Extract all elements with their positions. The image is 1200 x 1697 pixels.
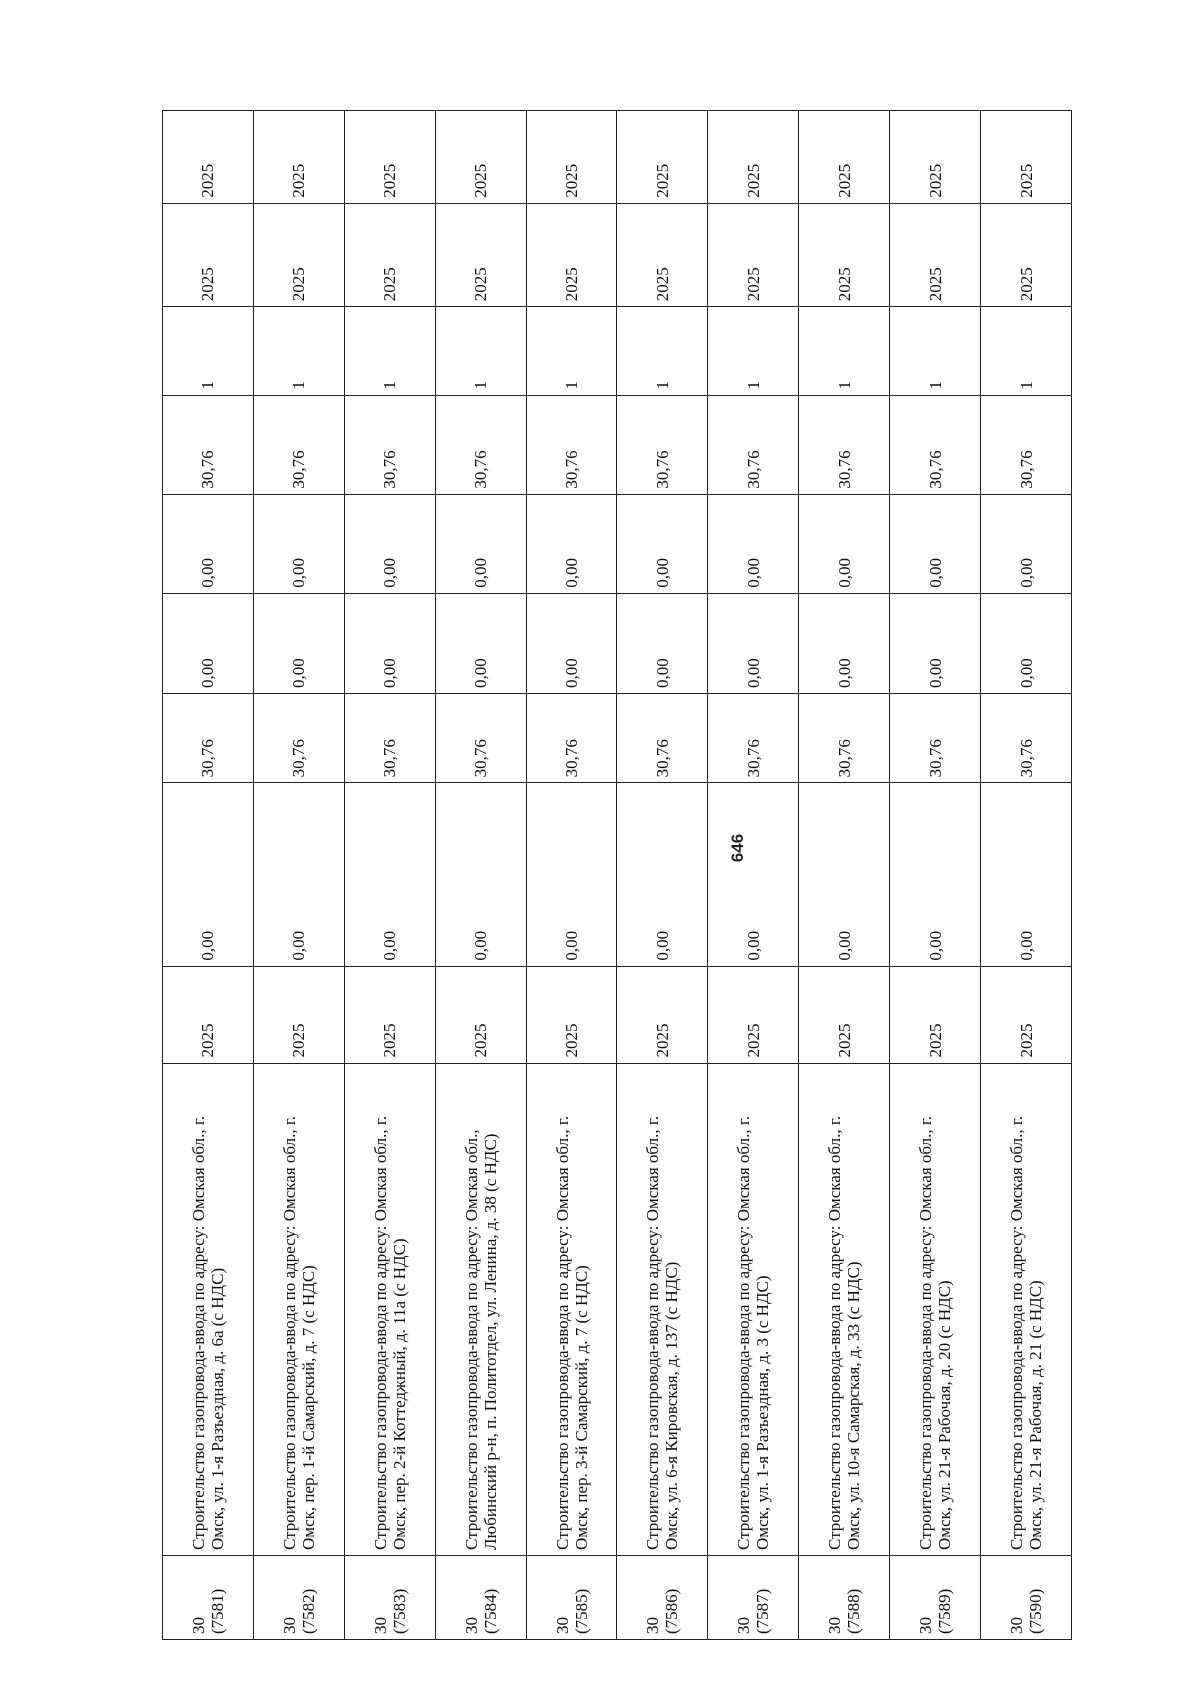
row-code: (7583) xyxy=(389,1588,409,1634)
value-cell: 0,00 xyxy=(253,593,344,693)
value-cell: 30,76 xyxy=(890,395,981,494)
year-cell: 2025 xyxy=(890,203,981,306)
value-cell: 30,76 xyxy=(344,395,435,494)
project-name-cell: Строительство газопровода-ввода по адресу: Омская обл., г. Омск, ул. 6-я Кировская, д. 137 (с НДС) xyxy=(617,1063,708,1555)
row-code: (7582) xyxy=(298,1588,318,1634)
value-cell: 0,00 xyxy=(344,783,435,966)
table-row xyxy=(526,111,617,1640)
project-name-cell: Строительство газопровода-ввода по адресу: Омская обл., г. Омск, пер. 1-й Самарский, д. 7 (с НДС) xyxy=(253,1063,344,1555)
row-code: (7589) xyxy=(935,1588,955,1634)
year-cell: 2025 xyxy=(799,203,890,306)
value-cell: 0,00 xyxy=(163,783,254,966)
year-cell: 2025 xyxy=(163,111,254,204)
value-cell: 0,00 xyxy=(981,494,1072,593)
row-code: (7590) xyxy=(1026,1588,1045,1634)
value-cell: 0,00 xyxy=(708,494,799,593)
year-cell: 2025 xyxy=(708,203,799,306)
value-cell: 0,00 xyxy=(435,593,526,693)
year-cell: 2025 xyxy=(344,203,435,306)
value-cell: 0,00 xyxy=(435,783,526,966)
year-cell: 2025 xyxy=(890,111,981,204)
value-cell: 0,00 xyxy=(526,593,617,693)
year-cell: 2025 xyxy=(981,111,1072,204)
year-cell: 2025 xyxy=(435,203,526,306)
year-start-cell: 2025 xyxy=(708,966,799,1063)
year-cell: 2025 xyxy=(253,111,344,204)
count-cell: 1 xyxy=(617,307,708,395)
row-id: 30 xyxy=(643,1617,663,1634)
year-cell: 2025 xyxy=(344,111,435,204)
value-cell: 30,76 xyxy=(617,395,708,494)
count-cell: 1 xyxy=(708,307,799,395)
year-cell: 2025 xyxy=(799,111,890,204)
value-cell: 30,76 xyxy=(981,693,1072,782)
count-cell: 1 xyxy=(163,307,254,395)
value-cell: 0,00 xyxy=(890,593,981,693)
year-cell: 2025 xyxy=(435,111,526,204)
table-row xyxy=(435,111,526,1640)
row-id: 30 xyxy=(279,1617,299,1634)
value-cell: 0,00 xyxy=(799,593,890,693)
year-cell: 2025 xyxy=(617,203,708,306)
year-start-cell: 2025 xyxy=(617,966,708,1063)
year-cell: 2025 xyxy=(526,203,617,306)
row-code: (7585) xyxy=(571,1588,591,1634)
value-cell: 30,76 xyxy=(344,693,435,782)
row-id: 30 xyxy=(461,1617,481,1634)
project-name-cell: Строительство газопровода-ввода по адресу: Омская обл., г. Омск, пер. 3-й Самарский, д. 7 (с НДС) xyxy=(526,1063,617,1555)
value-cell: 30,76 xyxy=(253,693,344,782)
value-cell: 0,00 xyxy=(435,494,526,593)
year-start-cell: 2025 xyxy=(799,966,890,1063)
row-code: (7586) xyxy=(662,1588,682,1634)
value-cell: 0,00 xyxy=(253,783,344,966)
row-number-cell xyxy=(526,1555,617,1639)
table-row xyxy=(163,111,254,1640)
year-cell: 2025 xyxy=(708,111,799,204)
value-cell: 0,00 xyxy=(617,783,708,966)
value-cell: 0,00 xyxy=(253,494,344,593)
value-cell: 30,76 xyxy=(708,395,799,494)
year-start-cell: 2025 xyxy=(163,966,254,1063)
row-number-cell xyxy=(617,1555,708,1639)
project-name-cell: Строительство газопровода-ввода по адресу: Омская обл., Любинский р-н, п. Политотдел, ул. Ленина, д. 38 (с НДС) xyxy=(435,1063,526,1555)
value-cell: 0,00 xyxy=(799,783,890,966)
value-cell: 30,76 xyxy=(435,693,526,782)
year-start-cell: 2025 xyxy=(344,966,435,1063)
project-table xyxy=(162,110,1072,1640)
value-cell: 30,76 xyxy=(526,693,617,782)
value-cell: 0,00 xyxy=(526,783,617,966)
value-cell: 30,76 xyxy=(890,693,981,782)
project-name-cell: Строительство газопровода-ввода по адресу: Омская обл., г. Омск, ул. 21-я Рабочая, д. 20 (с НДС) xyxy=(890,1063,981,1555)
row-number-cell xyxy=(435,1555,526,1639)
value-cell: 0,00 xyxy=(617,494,708,593)
value-cell: 30,76 xyxy=(526,395,617,494)
count-cell: 1 xyxy=(253,307,344,395)
row-number-cell xyxy=(163,1555,254,1639)
value-cell: 0,00 xyxy=(708,783,799,966)
row-code: (7581) xyxy=(207,1588,227,1634)
row-code: (7588) xyxy=(844,1588,864,1634)
value-cell: 0,00 xyxy=(799,494,890,593)
row-number-cell xyxy=(253,1555,344,1639)
count-cell: 1 xyxy=(435,307,526,395)
value-cell: 30,76 xyxy=(799,395,890,494)
count-cell: 1 xyxy=(981,307,1072,395)
value-cell: 0,00 xyxy=(890,783,981,966)
table-row xyxy=(799,111,890,1640)
value-cell: 30,76 xyxy=(253,395,344,494)
project-name-cell: Строительство газопровода-ввода по адресу: Омская обл., г. Омск, ул. 1-я Разъездная, д. 3 (с НДС) xyxy=(708,1063,799,1555)
year-cell: 2025 xyxy=(526,111,617,204)
table-row xyxy=(708,111,799,1640)
value-cell: 0,00 xyxy=(890,494,981,593)
count-cell: 1 xyxy=(799,307,890,395)
row-id: 30 xyxy=(370,1617,390,1634)
count-cell: 1 xyxy=(526,307,617,395)
table-row xyxy=(981,111,1072,1640)
value-cell: 30,76 xyxy=(163,693,254,782)
year-cell: 2025 xyxy=(617,111,708,204)
table-row xyxy=(253,111,344,1640)
row-id: 30 xyxy=(1007,1617,1026,1634)
rotated-table-sheet xyxy=(162,110,1072,1640)
project-name-cell: Строительство газопровода-ввода по адресу: Омская обл., г. Омск, ул. 10-я Самарская, д. 33 (с НДС) xyxy=(799,1063,890,1555)
year-start-cell: 2025 xyxy=(981,966,1072,1063)
project-name-cell: Строительство газопровода-ввода по адресу: Омская обл., г. Омск, пер. 2-й Коттеджный, д. 11а (с НДС) xyxy=(344,1063,435,1555)
year-start-cell: 2025 xyxy=(435,966,526,1063)
row-number-cell xyxy=(344,1555,435,1639)
page-number: 646 xyxy=(728,833,747,863)
row-id: 30 xyxy=(734,1617,754,1634)
value-cell: 0,00 xyxy=(981,783,1072,966)
year-start-cell: 2025 xyxy=(253,966,344,1063)
row-id: 30 xyxy=(188,1617,208,1634)
table-body xyxy=(163,111,1072,1640)
value-cell: 30,76 xyxy=(617,693,708,782)
year-cell: 2025 xyxy=(163,203,254,306)
count-cell: 1 xyxy=(890,307,981,395)
table-row xyxy=(617,111,708,1640)
year-cell: 2025 xyxy=(981,203,1072,306)
value-cell: 0,00 xyxy=(526,494,617,593)
count-cell: 1 xyxy=(344,307,435,395)
value-cell: 30,76 xyxy=(981,395,1072,494)
row-number-cell xyxy=(981,1555,1072,1639)
row-number-cell xyxy=(890,1555,981,1639)
year-start-cell: 2025 xyxy=(526,966,617,1063)
value-cell: 0,00 xyxy=(163,593,254,693)
value-cell: 30,76 xyxy=(708,693,799,782)
year-start-cell: 2025 xyxy=(890,966,981,1063)
value-cell: 0,00 xyxy=(163,494,254,593)
row-code: (7587) xyxy=(753,1588,773,1634)
row-number-cell xyxy=(799,1555,890,1639)
table-row xyxy=(344,111,435,1640)
value-cell: 30,76 xyxy=(163,395,254,494)
value-cell: 0,00 xyxy=(708,593,799,693)
row-code: (7584) xyxy=(480,1588,500,1634)
value-cell: 0,00 xyxy=(344,494,435,593)
year-cell: 2025 xyxy=(253,203,344,306)
value-cell: 30,76 xyxy=(799,693,890,782)
row-id: 30 xyxy=(825,1617,845,1634)
value-cell: 30,76 xyxy=(435,395,526,494)
table-row xyxy=(890,111,981,1640)
project-name-cell: Строительство газопровода-ввода по адресу: Омская обл., г. Омск, ул. 1-я Разъездная, д. 6а (с НДС) xyxy=(163,1063,254,1555)
value-cell: 0,00 xyxy=(617,593,708,693)
row-id: 30 xyxy=(552,1617,572,1634)
project-name-cell: Строительство газопровода-ввода по адресу: Омская обл., г. Омск, ул. 21-я Рабочая, д. 21 (с НДС) xyxy=(981,1063,1072,1555)
value-cell: 0,00 xyxy=(344,593,435,693)
value-cell: 0,00 xyxy=(981,593,1072,693)
row-id: 30 xyxy=(916,1617,936,1634)
row-number-cell xyxy=(708,1555,799,1639)
